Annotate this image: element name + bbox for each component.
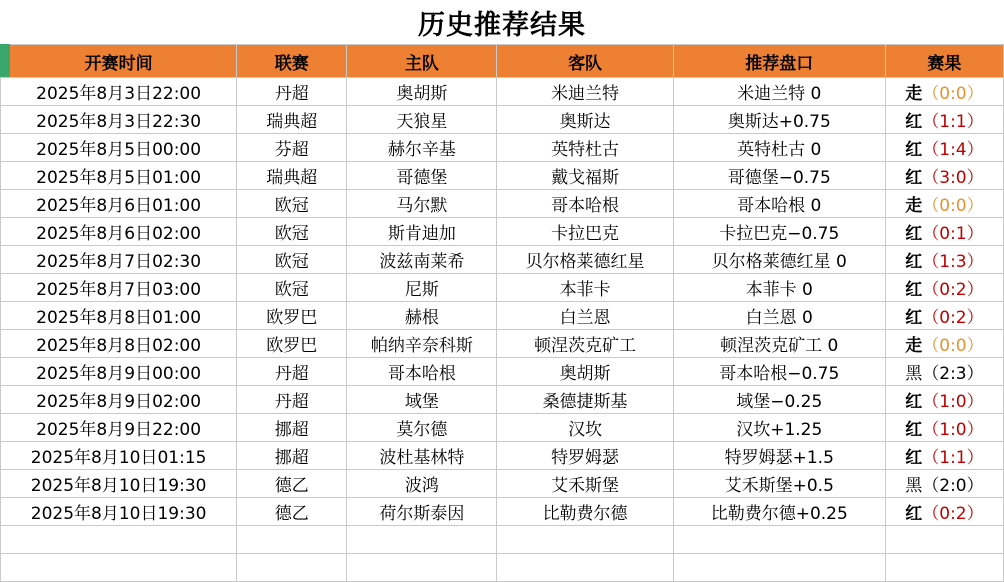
cell-league: 瑞典超 bbox=[237, 106, 347, 134]
result-score: （1:3） bbox=[922, 252, 984, 272]
table-body bbox=[1, 78, 1004, 582]
cell-match-time: 2025年8月3日22:30 bbox=[1, 106, 237, 134]
cell-away-team: 卡拉巴克 bbox=[497, 218, 673, 246]
cell-match-time: 2025年8月10日19:30 bbox=[1, 470, 237, 498]
result-badge: 红 bbox=[905, 392, 923, 412]
cell-recommended-handicap: 卡拉巴克−0.75 bbox=[673, 218, 885, 246]
cell-match-time: 2025年8月9日00:00 bbox=[1, 358, 237, 386]
cell-match-time: 2025年8月7日03:00 bbox=[1, 274, 237, 302]
result-badge: 红 bbox=[905, 308, 923, 328]
empty-cell bbox=[885, 554, 1003, 582]
header-row bbox=[1, 45, 1004, 78]
table-row[interactable] bbox=[1, 470, 1004, 498]
empty-cell bbox=[347, 554, 497, 582]
cell-recommended-handicap: 本菲卡 0 bbox=[673, 274, 885, 302]
row-marker bbox=[0, 44, 10, 77]
cell-away-team: 米迪兰特 bbox=[497, 78, 673, 106]
cell-home-team: 波鸿 bbox=[347, 470, 497, 498]
cell-league: 丹超 bbox=[237, 358, 347, 386]
result-score: （1:0） bbox=[922, 420, 984, 440]
cell-away-team: 比勒费尔德 bbox=[497, 498, 673, 526]
column-header-time: 开赛时间 bbox=[1, 45, 237, 78]
cell-recommended-handicap: 艾禾斯堡+0.5 bbox=[673, 470, 885, 498]
cell-recommended-handicap: 特罗姆瑟+1.5 bbox=[673, 442, 885, 470]
title-row bbox=[0, 0, 1004, 44]
result-badge: 红 bbox=[905, 252, 923, 272]
result-score: （0:2） bbox=[922, 308, 984, 328]
empty-row bbox=[1, 526, 1004, 554]
cell-home-team: 斯肯迪加 bbox=[347, 218, 497, 246]
cell-away-team: 奥胡斯 bbox=[497, 358, 673, 386]
empty-cell bbox=[497, 554, 673, 582]
cell-league: 欧罗巴 bbox=[237, 330, 347, 358]
table-row[interactable] bbox=[1, 386, 1004, 414]
table-row[interactable] bbox=[1, 78, 1004, 106]
cell-recommended-handicap: 奥斯达+0.75 bbox=[673, 106, 885, 134]
cell-result bbox=[885, 106, 1003, 134]
cell-result bbox=[885, 386, 1003, 414]
result-score: （1:1） bbox=[922, 112, 984, 132]
cell-league: 欧冠 bbox=[237, 274, 347, 302]
column-header-league: 联赛 bbox=[237, 45, 347, 78]
cell-home-team: 赫尔辛基 bbox=[347, 134, 497, 162]
result-badge: 黑 bbox=[905, 364, 923, 384]
cell-away-team: 汉坎 bbox=[497, 414, 673, 442]
result-badge: 走 bbox=[905, 336, 923, 356]
cell-home-team: 波杜基林特 bbox=[347, 442, 497, 470]
empty-cell bbox=[497, 526, 673, 554]
cell-result bbox=[885, 134, 1003, 162]
cell-home-team: 哥本哈根 bbox=[347, 358, 497, 386]
cell-league: 丹超 bbox=[237, 78, 347, 106]
cell-recommended-handicap: 哥本哈根−0.75 bbox=[673, 358, 885, 386]
cell-away-team: 英特杜古 bbox=[497, 134, 673, 162]
result-badge: 红 bbox=[905, 140, 923, 160]
cell-result bbox=[885, 302, 1003, 330]
result-badge: 红 bbox=[905, 224, 923, 244]
result-score: （2:0） bbox=[922, 476, 984, 496]
cell-league: 瑞典超 bbox=[237, 162, 347, 190]
cell-recommended-handicap: 比勒费尔德+0.25 bbox=[673, 498, 885, 526]
cell-home-team: 荷尔斯泰因 bbox=[347, 498, 497, 526]
cell-recommended-handicap: 贝尔格莱德红星 0 bbox=[673, 246, 885, 274]
cell-match-time: 2025年8月6日01:00 bbox=[1, 190, 237, 218]
result-badge: 走 bbox=[905, 84, 923, 104]
cell-result bbox=[885, 330, 1003, 358]
cell-home-team: 赫根 bbox=[347, 302, 497, 330]
empty-cell bbox=[673, 526, 885, 554]
cell-league: 德乙 bbox=[237, 470, 347, 498]
result-badge: 红 bbox=[905, 448, 923, 468]
cell-away-team: 桑德捷斯基 bbox=[497, 386, 673, 414]
cell-home-team: 帕纳辛奈科斯 bbox=[347, 330, 497, 358]
cell-match-time: 2025年8月8日01:00 bbox=[1, 302, 237, 330]
cell-match-time: 2025年8月9日22:00 bbox=[1, 414, 237, 442]
result-score: （0:2） bbox=[922, 280, 984, 300]
cell-away-team: 艾禾斯堡 bbox=[497, 470, 673, 498]
cell-result bbox=[885, 442, 1003, 470]
result-badge: 红 bbox=[905, 280, 923, 300]
cell-recommended-handicap: 顿涅茨克矿工 0 bbox=[673, 330, 885, 358]
cell-away-team: 贝尔格莱德红星 bbox=[497, 246, 673, 274]
cell-recommended-handicap: 汉坎+1.25 bbox=[673, 414, 885, 442]
cell-league: 欧冠 bbox=[237, 190, 347, 218]
empty-cell bbox=[1, 554, 237, 582]
cell-home-team: 天狼星 bbox=[347, 106, 497, 134]
table-row[interactable] bbox=[1, 330, 1004, 358]
cell-result bbox=[885, 246, 1003, 274]
cell-match-time: 2025年8月5日01:00 bbox=[1, 162, 237, 190]
cell-result bbox=[885, 274, 1003, 302]
cell-league: 挪超 bbox=[237, 414, 347, 442]
cell-recommended-handicap: 英特杜古 0 bbox=[673, 134, 885, 162]
cell-result bbox=[885, 190, 1003, 218]
result-score: （3:0） bbox=[922, 168, 984, 188]
table-row[interactable] bbox=[1, 414, 1004, 442]
cell-home-team: 域堡 bbox=[347, 386, 497, 414]
result-score: （0:0） bbox=[922, 196, 984, 216]
cell-league: 丹超 bbox=[237, 386, 347, 414]
result-score: （0:2） bbox=[922, 504, 984, 524]
column-header-away: 客队 bbox=[497, 45, 673, 78]
result-score: （0:0） bbox=[922, 84, 984, 104]
result-badge: 走 bbox=[905, 196, 923, 216]
cell-home-team: 马尔默 bbox=[347, 190, 497, 218]
empty-cell bbox=[673, 554, 885, 582]
cell-home-team: 莫尔德 bbox=[347, 414, 497, 442]
cell-match-time: 2025年8月6日02:00 bbox=[1, 218, 237, 246]
cell-result bbox=[885, 358, 1003, 386]
cell-home-team: 哥德堡 bbox=[347, 162, 497, 190]
result-score: （1:0） bbox=[922, 392, 984, 412]
column-header-result: 赛果 bbox=[885, 45, 1003, 78]
table-row[interactable] bbox=[1, 218, 1004, 246]
table-row[interactable] bbox=[1, 274, 1004, 302]
cell-away-team: 本菲卡 bbox=[497, 274, 673, 302]
result-score: （0:1） bbox=[922, 224, 984, 244]
cell-league: 欧罗巴 bbox=[237, 302, 347, 330]
empty-row bbox=[1, 554, 1004, 582]
result-badge: 黑 bbox=[905, 476, 923, 496]
table-header bbox=[1, 45, 1004, 78]
cell-league: 欧冠 bbox=[237, 246, 347, 274]
cell-away-team: 顿涅茨克矿工 bbox=[497, 330, 673, 358]
cell-league: 德乙 bbox=[237, 498, 347, 526]
empty-cell bbox=[237, 526, 347, 554]
page-title: 历史推荐结果 bbox=[418, 9, 586, 41]
cell-result bbox=[885, 78, 1003, 106]
table-row[interactable] bbox=[1, 134, 1004, 162]
table-row[interactable] bbox=[1, 190, 1004, 218]
cell-recommended-handicap: 白兰恩 0 bbox=[673, 302, 885, 330]
empty-cell bbox=[1, 526, 237, 554]
result-score: （1:4） bbox=[922, 140, 984, 160]
cell-result bbox=[885, 414, 1003, 442]
results-table bbox=[0, 44, 1004, 582]
table-row[interactable] bbox=[1, 162, 1004, 190]
result-score: （0:0） bbox=[922, 336, 984, 356]
table-row[interactable] bbox=[1, 498, 1004, 526]
table-row[interactable] bbox=[1, 358, 1004, 386]
table-row[interactable] bbox=[1, 106, 1004, 134]
table-row[interactable] bbox=[1, 302, 1004, 330]
column-header-pick: 推荐盘口 bbox=[673, 45, 885, 78]
cell-match-time: 2025年8月9日02:00 bbox=[1, 386, 237, 414]
result-badge: 红 bbox=[905, 112, 923, 132]
cell-league: 欧冠 bbox=[237, 218, 347, 246]
cell-recommended-handicap: 哥本哈根 0 bbox=[673, 190, 885, 218]
cell-match-time: 2025年8月10日19:30 bbox=[1, 498, 237, 526]
cell-league: 芬超 bbox=[237, 134, 347, 162]
result-badge: 红 bbox=[905, 420, 923, 440]
result-score: （1:1） bbox=[922, 448, 984, 468]
cell-home-team: 奥胡斯 bbox=[347, 78, 497, 106]
cell-league: 挪超 bbox=[237, 442, 347, 470]
cell-home-team: 尼斯 bbox=[347, 274, 497, 302]
result-score: （2:3） bbox=[922, 364, 984, 384]
table-row[interactable] bbox=[1, 442, 1004, 470]
result-badge: 红 bbox=[905, 504, 923, 524]
cell-match-time: 2025年8月7日02:30 bbox=[1, 246, 237, 274]
cell-match-time: 2025年8月8日02:00 bbox=[1, 330, 237, 358]
cell-recommended-handicap: 哥德堡−0.75 bbox=[673, 162, 885, 190]
empty-cell bbox=[237, 554, 347, 582]
cell-result bbox=[885, 498, 1003, 526]
cell-away-team: 哥本哈根 bbox=[497, 190, 673, 218]
column-header-home: 主队 bbox=[347, 45, 497, 78]
table-row[interactable] bbox=[1, 246, 1004, 274]
empty-cell bbox=[347, 526, 497, 554]
empty-cell bbox=[885, 526, 1003, 554]
cell-away-team: 白兰恩 bbox=[497, 302, 673, 330]
cell-home-team: 波兹南莱希 bbox=[347, 246, 497, 274]
cell-match-time: 2025年8月3日22:00 bbox=[1, 78, 237, 106]
cell-away-team: 戴戈福斯 bbox=[497, 162, 673, 190]
result-badge: 红 bbox=[905, 168, 923, 188]
cell-match-time: 2025年8月10日01:15 bbox=[1, 442, 237, 470]
cell-result bbox=[885, 470, 1003, 498]
cell-match-time: 2025年8月5日00:00 bbox=[1, 134, 237, 162]
cell-away-team: 奥斯达 bbox=[497, 106, 673, 134]
cell-recommended-handicap: 米迪兰特 0 bbox=[673, 78, 885, 106]
cell-recommended-handicap: 域堡−0.25 bbox=[673, 386, 885, 414]
cell-away-team: 特罗姆瑟 bbox=[497, 442, 673, 470]
cell-result bbox=[885, 162, 1003, 190]
cell-result bbox=[885, 218, 1003, 246]
